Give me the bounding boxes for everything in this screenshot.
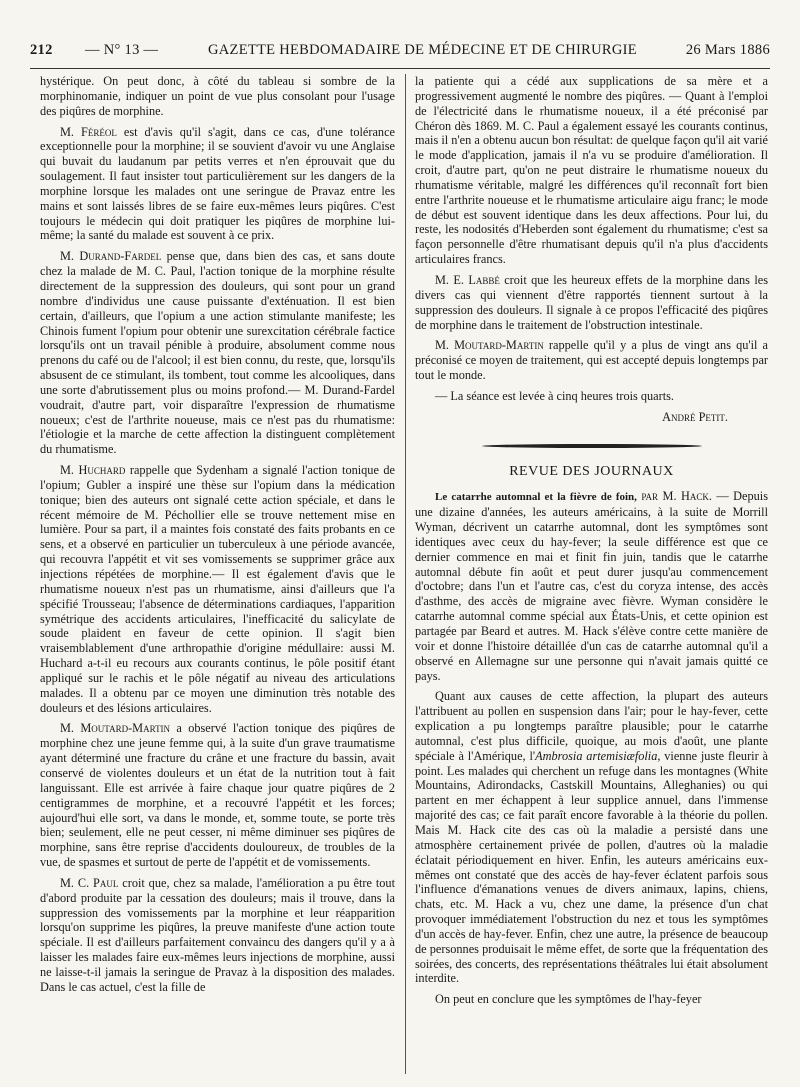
section-title: REVUE DES JOURNAUX: [509, 463, 674, 479]
paragraph: [415, 489, 768, 683]
signature: André Petit.: [662, 409, 728, 424]
speaker-name: M. Moutard-Martin: [60, 721, 171, 736]
paragraph-text: croit que, chez sa malade, l'amélioration a pu être tout d'abord produite par la cessation des douleurs; mais il trouve, dans la suppression des vomissements par la morphine et leur réapparition lorsqu'on supprime les piqûres, la preuve manifeste d'une action toute spéciale. Il est d'ailleurs parfaitement convaincu des dangers qu'il y a à laisser les malades faire eux-mêmes leurs injections de morphine, aussi ne laisse-t-il jamais la seringue de Pravaz à la disposition des malades. Dans le cas actuel, c'est la fille de: [40, 875, 395, 994]
section-ornament: [482, 443, 702, 449]
paragraph: [40, 876, 395, 995]
paragraph: la patiente qui a cédé aux supplications de sa mère et a progressivement augmenté le nombre des piqûres. — Quant à l'emploi de l'électricité dans le rhumatisme noueux, il a été préconisé par Chéron dès 1869. M. C. Paul a également essayé les courants continus, mais il n'en a obtenu aucun bon résultat: de quelque façon qu'il ait varié le mode d'application, jamais il n'a vu se produire d'amélioration. Il croit, d'autre part, qu'on ne peut distraire le rhumatisme noueux du rhumatisme véritable, malgré les différences qu'il reconnaît fort bien entre l'arthrite noueuse et le rhumatisme articulaire aigu franc; le mode de début est souvent identique dans les deux affections. Pour lui, du reste, les nodosités d'Heberden sont également du rhumatisme; c'est sa façon personnelle d'être rhumatisant depuis qu'il n'a plus d'accidents articulaires francs.: [415, 74, 768, 267]
paragraph: [415, 273, 768, 332]
paragraph: hystérique. On peut donc, à côté du tableau si sombre de la morphinomanie, indiquer un point de vue plus consolant pour l'usage des piqûres de morphine.: [40, 74, 395, 118]
paragraph: [415, 689, 768, 986]
running-header: [30, 42, 770, 64]
paragraph: [40, 249, 395, 457]
speaker-name: M. Féréol: [60, 124, 117, 139]
article-author: par M. Hack.: [636, 489, 712, 504]
paragraph-text: rappelle que Sydenham a signalé l'action tonique de l'opium; Gubler a inspiré une thèse sur l'opium dans la médication tonique; bien des auteurs ont signalé cette action spéciale, et dans le récent mémoire de M. Péchollier elle se trouve nettement mise en lumière. Pour sa part, il a maintes fois constaté des faits probants en ce sens, et a observé en particulier un tuberculeux à une période avancée, qui recouvra l'appétit et vit ses vomissements se supprimer grâce aux injections répétées de morphine.— Il est également d'avis que le rhumatisme noueux n'est pas un rhumatisme, ainsi d'ailleurs que l'a spécifié Trousseau; l'absence de déterminations cardiaques, l'apparition symétrique des accidents articulaires, l'inefficacité du salicylate de soude plaident en faveur de cette opinion. Il s'agit bien vraisemblablement d'une arthropathie d'origine médullaire: aussi M. Huchard a-t-il eu recours aux courants continus, le pôle positif étant appliqué sur le rachis et le pôle négatif au niveau des articulations malades. Il a obtenu par ce moyen une diminution très notable des douleurs et des lésions articulaires.: [40, 463, 396, 715]
paragraph: [40, 125, 395, 244]
speaker-name: M. Durand-Fardel: [60, 249, 162, 264]
paragraph-text: — Depuis une dizaine d'années, les auteurs américains, à la suite de Morrill Wyman, décrivent un catarrhe automnal, dont les symptômes sont identiques avec ceux du hay-fever; la seule différence est que ce dernier commence en mai et finit fin juin, tandis que le catarrhe automnal débute fin août et peut durer jusqu'au commencement d'octobre; dans l'un et l'autre cas, c'est du coryza intense, des accès d'asthme, des accès de migraine avec fièvre. Wyman considère le catarrhe automnal comme spécial aux États-Unis, et cette opinion est partagée par Beard et autres. M. Hack s'élève contre cette manière de voir et donne l'histoire détaillée d'un cas de catarrhe automnal qu'il a observé en Allemagne sur une personne qui n'avait jamais quitté ce pays.: [415, 489, 768, 683]
paragraph: — La séance est levée à cinq heures trois quarts.: [435, 388, 675, 403]
left-column: [40, 74, 395, 1001]
paragraph: On peut en conclure que les symptômes de l'hay-feyer: [435, 992, 702, 1007]
speaker-name: M. Moutard-Martin: [435, 338, 544, 353]
right-column: [415, 74, 768, 1013]
column-divider: [405, 74, 406, 1074]
journal-title: GAZETTE HEBDOMADAIRE DE MÉDECINE ET DE CHIRURGIE: [208, 42, 637, 58]
speaker-name: M. Huchard: [60, 463, 126, 478]
paragraph: [415, 338, 768, 383]
paragraph-text: croit que les heureux effets de la morphine dans les divers cas qui viennent d'être rapportés tiennent surtout à la suppression des douleurs. Il signale à ce propos l'efficacité des piqûres de morphine dans le traitement de l'obstruction intestinale.: [415, 272, 768, 332]
page-number: 212: [30, 42, 53, 58]
issue-number: — N° 13 —: [85, 42, 159, 58]
species-name: Ambrosia artemisiæfolia: [535, 748, 658, 763]
speaker-name: M. E. Labbé: [435, 272, 500, 287]
issue-date: 26 Mars 1886: [685, 42, 770, 58]
header-rule: [30, 68, 770, 69]
speaker-name: M. C. Paul: [60, 875, 119, 890]
paragraph-text: , vienne juste fleurir à point. Les malades qui cherchent un refuge dans les montagnes (White Mountains, Adirondacks, Castskill Mountains, Alleghanies) ou qui partent en mer échappent à leur supplice annuel, dans l'immense majorité des cas; ce fait paraît encore favorable à la théorie du pollen. Mais M. Hack cite des cas où la maladie a persisté dans une atmosphère certainement privée de pollen, d'autres où la maladie éclatait périodiquement en hiver. Enfin, les auteurs américains eux-mêmes ont constaté que des accès de hay-fever éclatent parfois sous l'influence d'émanations venues de divers animaux, lapins, chiens, chats, etc. M. Hack a vu, chez une dame, la présence d'un chat provoquer immédiatement l'obstruction du nez et tous les symptômes d'un accès de hay-fever. Enfin, chez une autre, la présence de beaucoup de personnes produisait le même effet, de sorte que la fréquentation des soirées, des concerts, des représentations théâtrales lui était absolument interdite.: [415, 748, 768, 986]
paragraph-text: rappelle qu'il y a plus de vingt ans qu'il a préconisé ce moyen de traitement, qui est accepté depuis longtemps par tout le monde.: [415, 338, 768, 383]
article-heading: Le catarrhe automnal et la fièvre de foin,: [435, 491, 637, 504]
paragraph: [40, 463, 395, 715]
paragraph-text: pense que, dans bien des cas, et sans doute chez la malade de M. C. Paul, l'action tonique de la morphine résulte directement de la suppression des douleurs, qui sont pour un grand nombre d'individus une cause puissante d'exténuation. Il est bien certain, d'ailleurs, que l'opium a une action stimulante manifeste; les Chinois fument l'opium pour obtenir une surexcitation cérébrale factice lorsqu'ils ont un travail pénible à produire, absolument comme nous prenons du café ou de l'alcool; il est bien connu, du reste, que, lorsqu'ils absusent de ce stimulant, ils tombent, tout comme les alcooliques, dans une sorte d'abrutissement plus ou moins profond.— M. Durand-Fardel voudrait, d'autre part, voir disparaître l'expression de rhumatisme noueux; c'est de l'arthrite noueuse, mais ce n'est pas du rhumatisme: l'étiologie et la marche de cette affection la distinguent complètement du rhumatisme.: [40, 249, 395, 457]
paragraph: [40, 721, 395, 869]
paragraph-text: Quant aux causes de cette affection, la plupart des auteurs l'attribuent au pollen en suspension dans l'air; pour le hay-fever, cette explication a pu longtemps paraître plausible; pour le catarrhe automnal, c'est plus difficile, quoique, au mois d'août, une plante spéciale à l'Amérique, l': [415, 689, 768, 763]
paragraph-text: a observé l'action tonique des piqûres de morphine chez une jeune femme qui, à la suite d'un grave traumatisme ayant déterminé une fracture du crâne et une fracture du bassin, avait conservé de violentes douleurs et un état de la nutrition tout à fait languissant. Elle est arrivée à faire chaque jour quatre piqûres de 2 centigrammes de morphine, et a recouvré l'appétit et les forces; aujourd'hui elle sort, va dans le monde, et, somme toute, se porte très bien; seulement, elle ne peut cesser, ni même diminuer ses piqûres de morphine, sans être reprise d'accidents douloureux, de troubles de la vue, de spasmes et surtout de perte de l'appétit et de vomissements.: [40, 721, 395, 870]
paragraph-text: est d'avis qu'il s'agit, dans ce cas, d'une tolérance exceptionnelle pour la morphine; il se souvient d'avoir vu une Anglaise qui buvait du laudanum par petits verres et n'en éprouvait que du soulagement. Il faut insister tout particulièrement sur les dangers de la morphine lorsque les malades ont une seringue de Pravaz entre les mains et sont laissés libres de se faire eux-mêmes leurs piqûres. C'est toujours le médecin qui doit pratiquer les piqûres de morphine lui-même; la santé du malade est souvent à ce prix.: [40, 124, 395, 243]
